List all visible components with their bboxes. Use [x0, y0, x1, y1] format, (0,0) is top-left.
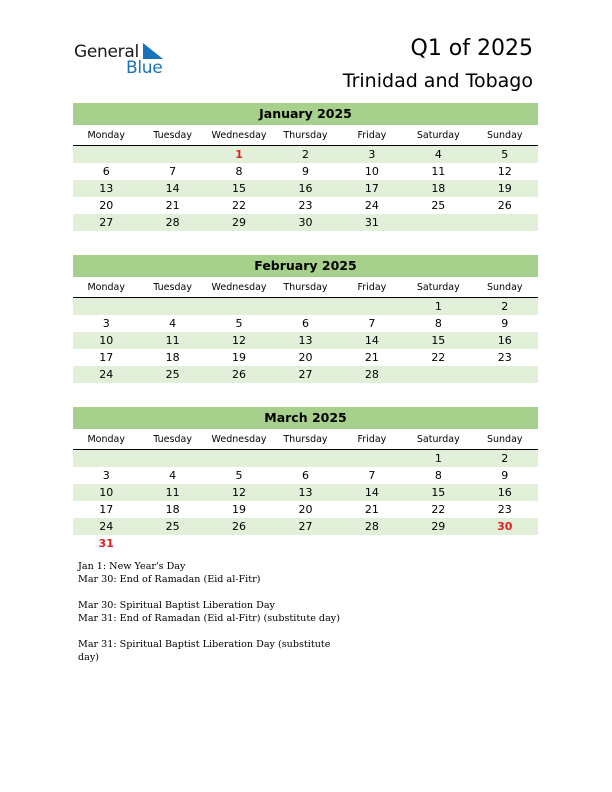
day-cell: 11: [165, 486, 180, 499]
week-row: [73, 298, 538, 315]
day-cell: 13: [298, 334, 313, 347]
day-cell: 27: [298, 520, 313, 533]
day-cell: [206, 450, 272, 467]
day-cell: 25: [165, 520, 180, 533]
day-cell: [139, 298, 205, 315]
day-cell: 21: [165, 199, 180, 212]
day-cell: [272, 450, 338, 467]
weekday-label: Friday: [357, 130, 387, 141]
weekday-label: Wednesday: [211, 434, 267, 445]
day-cell: [139, 450, 205, 467]
week-row: [73, 180, 538, 197]
week-row: [73, 163, 538, 180]
day-cell: 23: [497, 351, 512, 364]
holiday-note: Mar 30: Spiritual Baptist Liberation Day: [78, 600, 275, 611]
day-cell: 24: [364, 199, 379, 212]
week-row: [73, 146, 538, 163]
day-cell: 28: [165, 216, 180, 229]
day-cell: 20: [99, 199, 114, 212]
day-cell: 10: [99, 486, 114, 499]
day-cell: 29: [232, 216, 247, 229]
weekday-label: Monday: [87, 282, 125, 293]
day-cell: [339, 535, 405, 552]
day-cell: [405, 214, 471, 231]
month-title: February 2025: [73, 255, 538, 277]
day-cell: 21: [364, 503, 379, 516]
weekday-label: Sunday: [486, 130, 523, 141]
day-cell: [206, 298, 272, 315]
day-cell: 14: [364, 486, 379, 499]
day-cell: 18: [165, 351, 180, 364]
day-cell: 11: [165, 334, 180, 347]
day-cell: 10: [364, 165, 379, 178]
day-cell: 6: [102, 165, 110, 178]
day-cell: [405, 366, 471, 383]
day-cell: 14: [165, 182, 180, 195]
day-cell: [206, 535, 272, 552]
day-cell: 2: [301, 148, 309, 161]
day-cell: 26: [232, 368, 247, 381]
holiday-note: Mar 30: End of Ramadan (Eid al-Fitr): [78, 574, 261, 585]
day-cell: 22: [431, 503, 446, 516]
day-cell: 3: [102, 317, 110, 330]
weekday-label: Thursday: [283, 282, 328, 293]
day-cell: 7: [368, 317, 376, 330]
day-cell: 4: [169, 469, 177, 482]
weekday-label: Saturday: [416, 130, 460, 141]
day-cell: 1: [434, 452, 442, 465]
day-cell: 31: [364, 216, 379, 229]
day-cell: [339, 298, 405, 315]
day-cell: 12: [232, 486, 247, 499]
day-cell: [73, 146, 139, 163]
logo-blue-text: Blue: [126, 58, 163, 78]
day-cell: 22: [431, 351, 446, 364]
day-cell: 13: [298, 486, 313, 499]
day-cell: 26: [232, 520, 247, 533]
holiday-note: Mar 31: End of Ramadan (Eid al-Fitr) (substitute day): [78, 613, 340, 624]
day-cell: 20: [298, 351, 313, 364]
day-cell: 4: [434, 148, 442, 161]
day-cell: [73, 298, 139, 315]
weekday-label: Friday: [357, 282, 387, 293]
day-cell: 16: [497, 334, 512, 347]
day-cell: 29: [431, 520, 446, 533]
weekday-label: Wednesday: [211, 130, 267, 141]
day-cell: 26: [497, 199, 512, 212]
day-cell: 19: [232, 503, 247, 516]
logo-general-text: General: [74, 42, 139, 62]
weekday-header-row: [73, 280, 538, 298]
weekday-header-row: [73, 128, 538, 146]
holiday-notes: [78, 560, 348, 677]
day-cell: 17: [364, 182, 379, 195]
day-cell: 7: [368, 469, 376, 482]
day-cell: 6: [301, 469, 309, 482]
day-cell: [405, 535, 471, 552]
day-cell: 8: [434, 317, 442, 330]
day-cell: [472, 366, 538, 383]
day-cell: 17: [99, 503, 114, 516]
weekday-label: Saturday: [416, 434, 460, 445]
week-row: [73, 332, 538, 349]
day-cell: 12: [232, 334, 247, 347]
holiday-note: Mar 31: Spiritual Baptist Liberation Day (substitute day): [78, 639, 331, 663]
day-cell: [272, 535, 338, 552]
day-cell: 16: [497, 486, 512, 499]
month-title: March 2025: [73, 407, 538, 429]
day-cell: 18: [165, 503, 180, 516]
day-cell: 27: [99, 216, 114, 229]
day-cell: 19: [232, 351, 247, 364]
day-cell: 23: [298, 199, 313, 212]
day-cell: 28: [364, 368, 379, 381]
day-cell: 30: [298, 216, 313, 229]
day-cell: 1: [434, 300, 442, 313]
weekday-label: Sunday: [486, 434, 523, 445]
day-cell: 16: [298, 182, 313, 195]
day-cell: 15: [232, 182, 247, 195]
day-cell: 2: [501, 452, 509, 465]
day-cell: 17: [99, 351, 114, 364]
day-cell: 10: [99, 334, 114, 347]
day-cell: 2: [501, 300, 509, 313]
day-cell: 6: [301, 317, 309, 330]
weekday-label: Sunday: [486, 282, 523, 293]
day-cell: [339, 450, 405, 467]
week-row: [73, 484, 538, 501]
month-calendar-january: [73, 103, 538, 231]
day-cell: [73, 450, 139, 467]
week-row: [73, 450, 538, 467]
logo: [74, 42, 174, 78]
weekday-label: Saturday: [416, 282, 460, 293]
day-cell: [272, 298, 338, 315]
week-row: [73, 501, 538, 518]
week-row: [73, 349, 538, 366]
day-cell: 9: [501, 317, 509, 330]
day-cell: 24: [99, 520, 114, 533]
day-cell: 3: [368, 148, 376, 161]
weekday-label: Monday: [87, 434, 125, 445]
weekday-label: Thursday: [283, 434, 328, 445]
day-cell: 1: [235, 148, 243, 161]
note-group: [78, 638, 348, 664]
day-cell: 18: [431, 182, 446, 195]
month-title: January 2025: [73, 103, 538, 125]
week-row: [73, 467, 538, 484]
weekday-label: Friday: [357, 434, 387, 445]
day-cell: [139, 535, 205, 552]
day-cell: 14: [364, 334, 379, 347]
day-cell: 24: [99, 368, 114, 381]
weekday-header-row: [73, 432, 538, 450]
weekday-label: Wednesday: [211, 282, 267, 293]
week-row: [73, 315, 538, 332]
day-cell: 25: [165, 368, 180, 381]
day-cell: 9: [501, 469, 509, 482]
month-calendar-march: [73, 407, 538, 552]
day-cell: 23: [497, 503, 512, 516]
day-cell: [472, 214, 538, 231]
day-cell: 30: [497, 520, 513, 533]
day-cell: [472, 535, 538, 552]
day-cell: 5: [235, 469, 243, 482]
holiday-note: Jan 1: New Year's Day: [78, 561, 186, 572]
day-cell: [139, 146, 205, 163]
note-group: [78, 599, 348, 625]
weekday-label: Tuesday: [153, 130, 192, 141]
weekday-label: Tuesday: [153, 434, 192, 445]
weekday-label: Tuesday: [153, 282, 192, 293]
day-cell: 7: [169, 165, 177, 178]
country-subtitle: Trinidad and Tobago: [342, 70, 533, 92]
day-cell: 12: [497, 165, 512, 178]
note-group: [78, 560, 348, 586]
day-cell: 4: [169, 317, 177, 330]
day-cell: 3: [102, 469, 110, 482]
week-row: [73, 518, 538, 535]
day-cell: 8: [434, 469, 442, 482]
week-row: [73, 214, 538, 231]
day-cell: 28: [364, 520, 379, 533]
weekday-label: Monday: [87, 130, 125, 141]
day-cell: 5: [235, 317, 243, 330]
day-cell: 11: [431, 165, 446, 178]
logo-triangle-icon: [141, 43, 163, 59]
day-cell: 19: [497, 182, 512, 195]
week-row: [73, 366, 538, 383]
weekday-label: Thursday: [283, 130, 328, 141]
page-title: Q1 of 2025: [410, 36, 533, 61]
week-row: [73, 197, 538, 214]
day-cell: 31: [98, 537, 114, 550]
day-cell: 13: [99, 182, 114, 195]
day-cell: 27: [298, 368, 313, 381]
day-cell: 15: [431, 486, 446, 499]
day-cell: 8: [235, 165, 243, 178]
day-cell: 20: [298, 503, 313, 516]
month-calendar-february: [73, 255, 538, 383]
day-cell: 9: [301, 165, 309, 178]
week-row: [73, 535, 538, 552]
day-cell: 25: [431, 199, 446, 212]
day-cell: 21: [364, 351, 379, 364]
day-cell: 22: [232, 199, 247, 212]
day-cell: 5: [501, 148, 509, 161]
day-cell: 15: [431, 334, 446, 347]
